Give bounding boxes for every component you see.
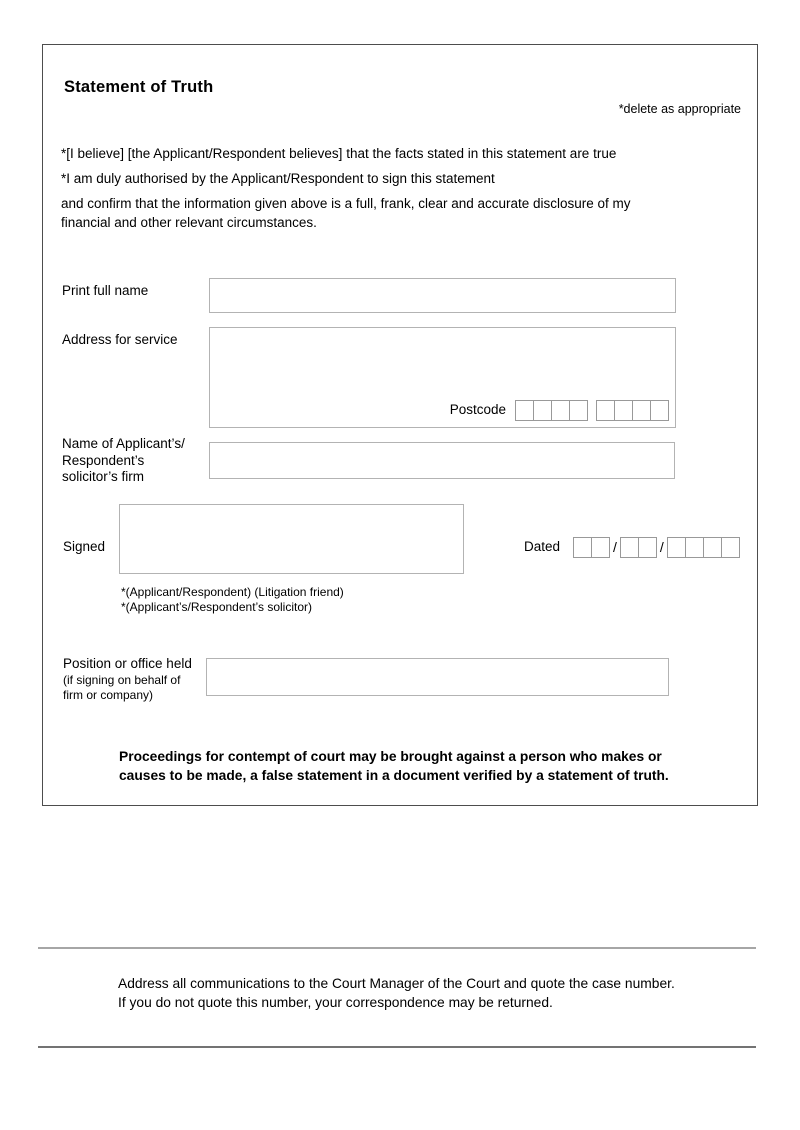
print-full-name-label: Print full name [62,283,149,298]
postcode-label: Postcode [449,402,506,418]
date-separator: / [613,538,617,555]
signature-annotation-line: *(Applicant’s/Respondent’s solicitor) [121,599,312,614]
statement-of-truth-panel [42,44,758,806]
date-cell[interactable] [620,537,639,558]
postcode-cells [515,400,669,421]
postcode-cell[interactable] [614,400,633,421]
date-cell-group [667,537,740,558]
date-cell[interactable] [685,537,704,558]
date-separator: / [659,538,664,555]
footer-bottom-rule [38,1046,756,1048]
footer-notice-line: If you do not quote this number, your correspondence may be returned. [118,995,553,1010]
dated-cells [573,537,740,558]
confirmation-line: financial and other relevant circumstances. [61,215,317,230]
postcode-cell[interactable] [551,400,570,421]
solicitor-firm-label-line: Respondent’s [62,452,145,468]
address-for-service-label: Address for service [62,332,178,347]
footer-notice-line: Address all communications to the Court Manager of the Court and quote the case number. [118,976,675,991]
dated-label: Dated [524,539,561,554]
footer-top-rule [38,947,756,949]
postcode-cell[interactable] [632,400,651,421]
postcode-cell[interactable] [569,400,588,421]
position-or-office-label: Position or office held [63,656,192,671]
date-cell[interactable] [638,537,657,558]
solicitor-firm-label [62,436,185,486]
footer-notice [118,974,675,1012]
contempt-warning-line: Proceedings for contempt of court may be brought against a person who makes or [119,749,662,764]
confirmation-paragraph [61,194,716,232]
signature-annotation-line: *(Applicant/Respondent) (Litigation friend) [121,585,344,599]
date-cell[interactable] [573,537,592,558]
postcode-cell-group [515,400,588,421]
postcode-cell[interactable] [515,400,534,421]
contempt-warning [119,747,731,785]
confirmation-line: and confirm that the information given above is a full, frank, clear and accurate disclosure of my [61,196,631,211]
solicitor-firm-field[interactable] [209,442,675,479]
position-sublabel-line: (if signing on behalf of [63,673,181,687]
solicitor-firm-label-line: Name of Applicant’s/ [62,436,185,451]
signature-field[interactable] [119,504,464,574]
date-cell[interactable] [703,537,722,558]
delete-as-appropriate-note: *delete as appropriate [618,102,741,116]
date-cell[interactable] [667,537,686,558]
signed-label: Signed [63,539,106,554]
contempt-warning-line: causes to be made, a false statement in a document verified by a statement of truth. [119,768,669,783]
position-or-office-sublabel [63,673,180,702]
signature-annotations [121,585,344,614]
solicitor-firm-label-line: solicitor’s firm [62,469,145,484]
postcode-cell[interactable] [596,400,615,421]
print-full-name-field[interactable] [209,278,676,313]
date-cell-group [620,537,657,558]
declaration-believe: *[I believe] [the Applicant/Respondent believes] that the facts stated in this statement are true [61,146,617,161]
page-title: Statement of Truth [64,78,214,96]
declaration-authorised: *I am duly authorised by the Applicant/Respondent to sign this statement [61,171,495,186]
postcode-row [450,400,669,421]
date-cell[interactable] [591,537,610,558]
date-cell[interactable] [721,537,740,558]
address-for-service-field[interactable] [209,327,676,428]
postcode-cell[interactable] [533,400,552,421]
position-sublabel-line: firm or company) [63,687,154,702]
postcode-cell-group [596,400,669,421]
date-cell-group [573,537,610,558]
position-or-office-field[interactable] [206,658,669,696]
postcode-cell[interactable] [650,400,669,421]
